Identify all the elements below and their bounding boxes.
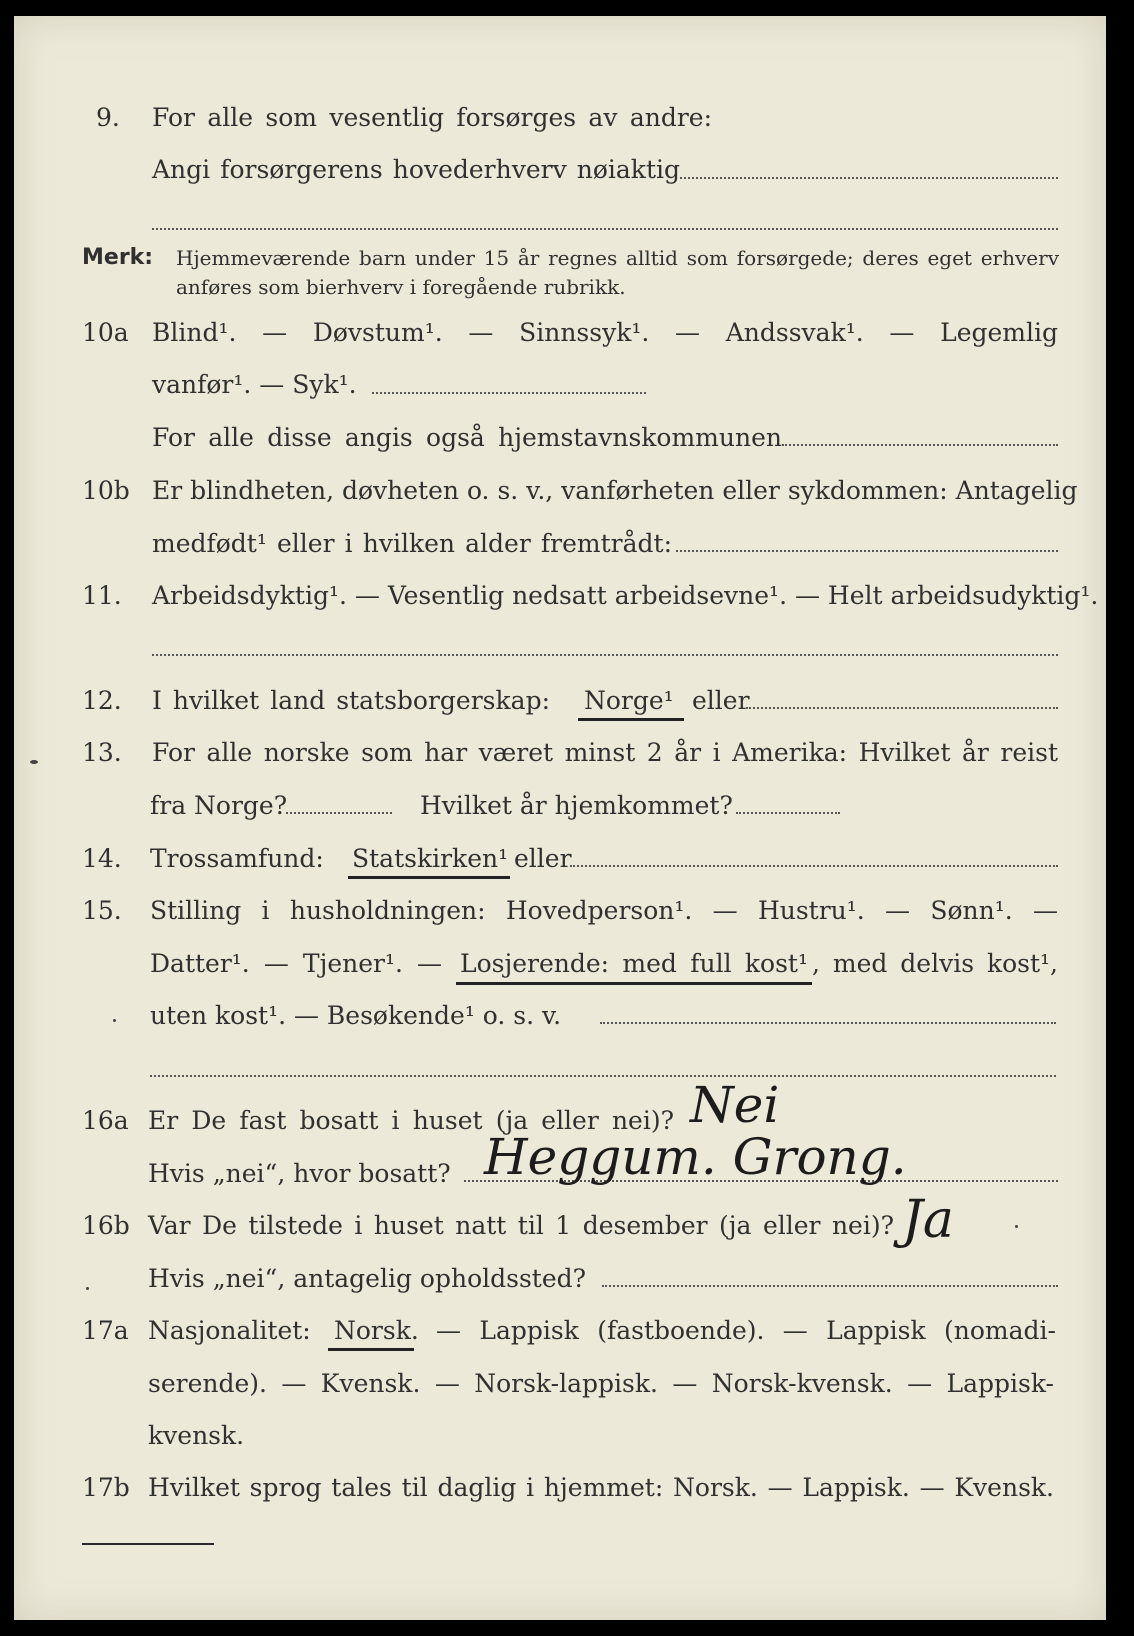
q10b-number: 10b — [82, 476, 130, 505]
q9-number: 9. — [96, 103, 120, 132]
q12-eller: eller — [692, 686, 750, 715]
q15-answer-line — [600, 1022, 1056, 1024]
q10a-answer-line — [372, 392, 646, 394]
q10b-line1: Er blindheten, døvheten o. s. v., vanførheten eller sykdommen: Antagelig — [152, 476, 1078, 505]
q17a-label: Nasjonalitet: — [148, 1316, 311, 1345]
q9-line2: Angi forsørgerens hovederhverv nøiaktig — [152, 155, 680, 184]
q11-line1: Arbeidsdyktig¹. — Vesentlig nedsatt arbeidsevne¹. — Helt arbeidsudyktig¹. — [152, 581, 1099, 610]
q15-number: 15. — [82, 896, 122, 925]
merk-line1: Hjemmeværende barn under 15 år regnes alltid som forsørgede; deres eget erhverv — [176, 246, 1059, 270]
merk-label: Merk: — [82, 245, 154, 270]
footnote-rule — [82, 1543, 214, 1545]
q13-reist-line — [286, 812, 392, 814]
q16b-line1: Var De tilstede i huset natt til 1 desember (ja eller nei)? — [148, 1211, 894, 1240]
q16a-answer-handwritten: Nei — [690, 1076, 780, 1134]
q17b-line1: Hvilket sprog tales til daglig i hjemmet: Norsk. — Lappisk. — Kvensk. — [148, 1473, 1054, 1502]
q10a-line2: vanfør¹. — Syk¹. — [152, 370, 357, 399]
q16b-opholdssted-line — [602, 1285, 1058, 1287]
q14-label: Trossamfund: — [150, 844, 324, 873]
q17a-norsk-underline — [328, 1348, 414, 1351]
q15-losjerende: Losjerende: med full kost¹ — [460, 949, 808, 978]
margin-mark — [30, 760, 38, 764]
q10a-number: 10a — [82, 318, 129, 347]
q16a-number: 16a — [82, 1106, 129, 1135]
q17a-norsk: Norsk. — [334, 1316, 419, 1345]
q12-norge: Norge¹ — [584, 686, 674, 715]
merk-line2: anføres som bierhverv i foregående rubrikk. — [176, 275, 626, 299]
q9-answer-line-2 — [152, 228, 1058, 230]
q13-line2b: Hvilket år hjemkommet? — [420, 791, 733, 820]
q16b-answer-handwritten: Ja — [902, 1190, 954, 1250]
q15-line2c: , med delvis kost¹, — [812, 949, 1058, 978]
q12-answer-line — [746, 707, 1058, 709]
q14-number: 14. — [82, 844, 122, 873]
q17a-line2: serende). — Kvensk. — Norsk-lappisk. — Norsk-kvensk. — Lappisk- — [148, 1369, 1054, 1398]
q13-number: 13. — [82, 738, 122, 767]
q11-answer-line — [152, 654, 1058, 656]
q13-line1: For alle norske som har været minst 2 år i Amerika: Hvilket år reist — [152, 738, 1058, 767]
q15-line3: uten kost¹. — Besøkende¹ o. s. v. — [150, 1001, 562, 1030]
q17a-number: 17a — [82, 1316, 129, 1345]
q13-hjemkommet-line — [736, 812, 840, 814]
q9-line1: For alle som vesentlig forsørges av andre: — [152, 103, 712, 132]
q14-statskirken-underline — [348, 876, 510, 879]
q12-line1: I hvilket land statsborgerskap: — [152, 686, 550, 715]
q13-line2a: fra Norge? — [150, 791, 288, 820]
q12-number: 12. — [82, 686, 122, 715]
q16b-line2: Hvis „nei“, antagelig opholdssted? — [148, 1264, 587, 1293]
q10a-hjemstavn-line — [782, 444, 1058, 446]
q16a-line1: Er De fast bosatt i huset (ja eller nei)? — [148, 1106, 674, 1135]
q14-eller: eller — [514, 844, 572, 873]
q14-answer-line — [570, 865, 1058, 867]
q10b-line2: medfødt¹ eller i hvilken alder fremtrådt: — [152, 529, 672, 558]
q10a-line3: For alle disse angis også hjemstavnskommunen — [152, 423, 782, 452]
speck — [1015, 1225, 1018, 1228]
q17b-number: 17b — [82, 1473, 130, 1502]
q15-answer-line-2 — [150, 1075, 1056, 1077]
q11-number: 11. — [82, 581, 122, 610]
q16a-line2: Hvis „nei“, hvor bosatt? — [148, 1159, 451, 1188]
q15-line1: Stilling i husholdningen: Hovedperson¹. — Hustru¹. — Sønn¹. — — [150, 896, 1058, 925]
q9-answer-line — [680, 177, 1058, 179]
q10a-line1: Blind¹. — Døvstum¹. — Sinnssyk¹. — Andssvak¹. — Legemlig — [152, 318, 1058, 347]
q15-line2a: Datter¹. — Tjener¹. — — [150, 949, 442, 978]
speck — [113, 1019, 116, 1022]
speck — [86, 1287, 89, 1290]
q16b-number: 16b — [82, 1211, 130, 1240]
q17a-line3: kvensk. — [148, 1421, 245, 1450]
q12-norge-underline — [578, 718, 684, 721]
q17a-line1b: — Lappisk (fastboende). — Lappisk (nomadi- — [436, 1316, 1056, 1345]
q10b-answer-line — [676, 550, 1058, 552]
q14-statskirken: Statskirken¹ — [352, 844, 509, 873]
q16a-bosatt-handwritten: Heggum. Grong. — [484, 1128, 907, 1186]
q15-losjerende-underline — [456, 982, 812, 985]
